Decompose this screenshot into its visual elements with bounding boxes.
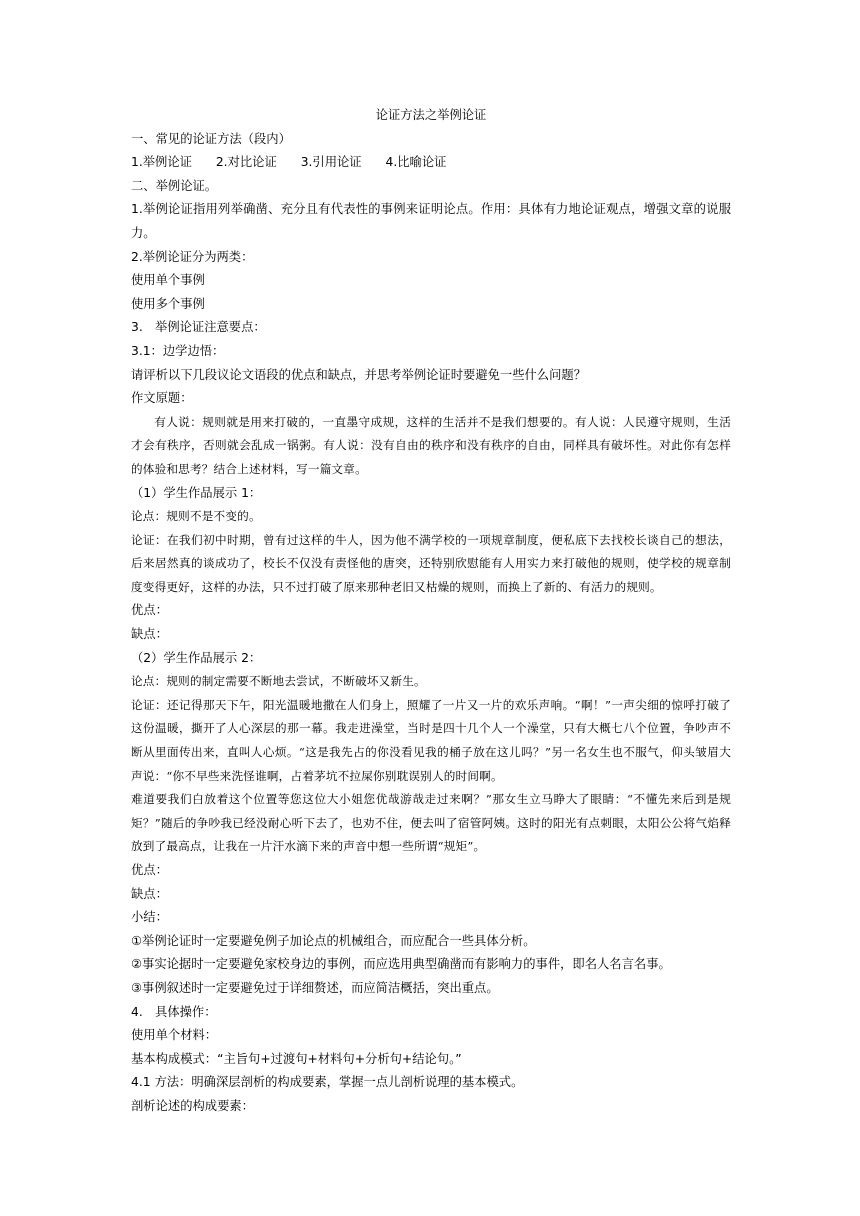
work2-cons: 缺点： [131,886,168,901]
prompt-text: 请评析以下几段议论文语段的优点和缺点，并思考举例论证时要避免一些什么问题？ [131,367,586,382]
summary-point: ②事实论据时一定要避免家校身边的事例，而应选用典型确凿而有影响力的事件，即名人名言名事。 [131,957,671,972]
section2-heading: 二、举例论证。 [131,178,218,193]
method-item: 3.引用论证 [300,155,362,170]
section4-heading: 4. 具体操作： [131,1004,217,1019]
origin-label: 作文原题： [131,391,193,406]
elements-heading: 剖析论述的构成要素： [131,1098,254,1113]
method-item: 1.举例论证 [131,155,192,170]
method-text: 4.1 方法：明确深层剖析的构成要素，掌握一点儿剖析说理的基本模式。 [131,1075,524,1090]
work2-argument-2: 难道要我们白放着这个位置等您这位大小姐您优哉游哉走过来啊？”那女生立马睁大了眼睛：“不懂先来后到是规矩？”随后的争吵我已经没耐心听下去了，也劝不住，便去叫了宿管阿姨。这时的阳光有点刺眼，太阳公公将气焰释放到了最高点，让我在一片汗水滴下来的声音中想一些所谓“规矩”。 [131,792,731,854]
notes-heading: 3. 举例论证注意要点： [131,320,266,335]
method-item: 4.比喻论证 [385,155,447,170]
method-list [131,151,731,175]
page-title: 论证方法之举例论证 [375,108,487,122]
document-body [131,104,731,1119]
types-heading: 2.举例论证分为两类： [131,249,254,264]
method-item: 2.对比论证 [215,155,277,170]
work1-cons: 缺点： [131,627,168,642]
work1-pros: 优点： [131,603,168,618]
summary-label: 小结： [131,910,168,925]
origin-text: 有人说：规则就是用来打破的，一直墨守成规，这样的生活并不是我们想要的。有人说：人民遵守规则，生活才会有秩序，否则就会乱成一锅粥。有人说：没有自由的秩序和没有秩序的自由，同样具有破坏性。对此你有怎样的体验和思考？结合上述材料，写一篇文章。 [131,414,731,476]
type-multiple: 使用多个事例 [131,296,205,311]
work2-thesis: 论点：规则的制定需要不断地去尝试，不断破坏又新生。 [131,674,426,689]
summary-point: ③事例叙述时一定要避免过于详细赘述，而应简洁概括，突出重点。 [131,980,499,995]
work2-label: （2）学生作品展示 2： [131,650,262,665]
subsection-heading: 3.1：边学边悟： [131,343,225,358]
structure-mode: 基本构成模式：“主旨句+过渡句+材料句+分析句+结论句。” [131,1051,462,1066]
work2-pros: 优点： [131,863,168,877]
work1-argument: 论证：在我们初中时期，曾有过这样的牛人，因为他不满学校的一项规章制度，便私底下去找校长谈自己的想法，后来居然真的谈成功了，校长不仅没有责怪他的唐突，还特别欣慰能有人用实力来打破他的规则，使学校的规章制度变得更好，这样的办法，只不过打破了原来那种老旧又枯燥的规则，而换上了新的、有活力的规则。 [131,532,731,594]
work2-argument-1: 论证：还记得那天下午，阳光温暖地撒在人们身上，照耀了一片又一片的欢乐声响。“啊！”一声尖细的惊呼打破了这份温暖，撕开了人心深层的那一幕。我走进澡堂，当时是四十几个人一个澡堂，只有大概七八个位置，争吵声不断从里面传出来，直叫人心烦。“这是我先占的你没看见我的桶子放在这儿吗？”另一名女生也不服气，仰头皱眉大声说：“你不早些来洗怪谁啊，占着茅坑不拉屎你别耽误别人的时间啊。 [131,697,731,783]
single-material-label: 使用单个材料： [131,1028,218,1043]
definition-paragraph: 1.举例论证指用列举确凿、充分且有代表性的事例来证明论点。作用：具体有力地论证观点，增强文章的说服力。 [131,202,731,240]
summary-point: ①举例论证时一定要避免例子加论点的机械组合，而应配合一些具体分析。 [131,933,536,948]
work1-label: （1）学生作品展示 1： [131,485,262,500]
work1-thesis: 论点：规则不是不变的。 [131,509,261,524]
section1-heading: 一、常见的论证方法（段内） [131,131,291,146]
type-single: 使用单个事例 [131,273,205,288]
